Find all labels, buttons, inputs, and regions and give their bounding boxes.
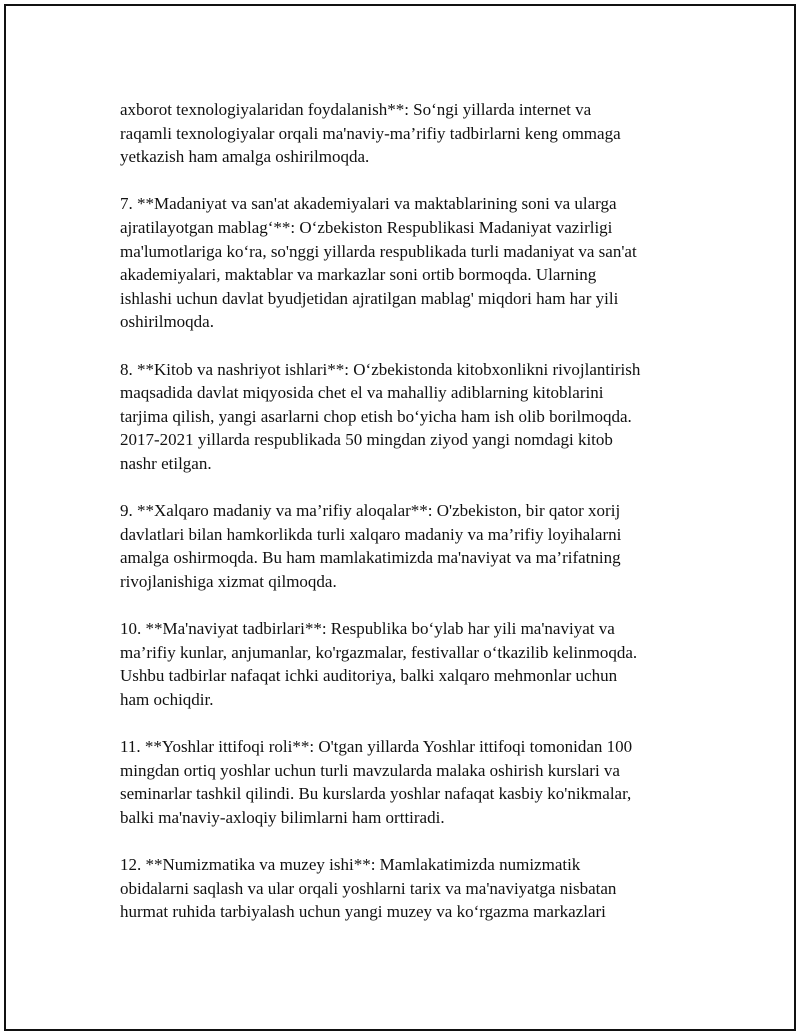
paragraph-item-8 <box>120 358 700 476</box>
paragraph-item-10 <box>120 617 700 711</box>
text-line: 11. **Yoshlar ittifoqi roli**: O'tgan yillarda Yoshlar ittifoqi tomonidan 100 <box>120 737 633 757</box>
paragraph-item-9 <box>120 499 700 593</box>
text-line: Ushbu tadbirlar nafaqat ichki auditoriya, balki xalqaro mehmonlar uchun <box>120 666 618 686</box>
page-frame <box>4 4 796 1031</box>
text-line: 2017-2021 yillarda respublikada 50 mingdan ziyod yangi nomdagi kitob <box>120 430 613 450</box>
paragraph-item-7 <box>120 192 700 334</box>
document-body <box>120 98 700 947</box>
text-line: ma'lumotlariga ko‘ra, so'nggi yillarda respublikada turli madaniyat va san'at <box>120 241 637 261</box>
text-line: rivojlanishiga xizmat qilmoqda. <box>120 571 337 591</box>
text-line: hurmat ruhida tarbiyalash uchun yangi muzey va ko‘rgazma markazlari <box>120 902 606 922</box>
paragraph-item-12 <box>120 853 700 924</box>
text-line: 8. **Kitob va nashriyot ishlari**: O‘zbekistonda kitobxonlikni rivojlantirish <box>120 359 641 379</box>
text-line: nashr etilgan. <box>120 453 212 473</box>
text-line: balki ma'naviy-axloqiy bilimlarni ham orttiradi. <box>120 807 445 827</box>
text-line: 9. **Xalqaro madaniy va ma’rifiy aloqalar**: O'zbekiston, bir qator xorij <box>120 501 621 521</box>
text-line: ishlashi uchun davlat byudjetidan ajratilgan mablag' miqdori ham har yili <box>120 288 619 308</box>
paragraph-continuation <box>120 98 700 169</box>
text-line: 10. **Ma'naviyat tadbirlari**: Respublika bo‘ylab har yili ma'naviyat va <box>120 619 615 639</box>
text-line: 12. **Numizmatika va muzey ishi**: Mamlakatimizda numizmatik <box>120 855 581 874</box>
text-line: yetkazish ham amalga oshirilmoqda. <box>120 147 370 167</box>
text-line: amalga oshirmoqda. Bu ham mamlakatimizda ma'naviyat va ma’rifatning <box>120 548 621 568</box>
text-line: tarjima qilish, yangi asarlarni chop etish bo‘yicha ham ish olib borilmoqda. <box>120 406 632 426</box>
text-line: maqsadida davlat miqyosida chet el va mahalliy adiblarning kitoblarini <box>120 383 604 403</box>
text-line: ma’rifiy kunlar, anjumanlar, ko'rgazmalar, festivallar o‘tkazilib kelinmoqda. <box>120 642 638 662</box>
text-line: obidalarni saqlash va ular orqali yoshlarni tarix va ma'naviyatga nisbatan <box>120 878 617 898</box>
text-line: raqamli texnologiyalar orqali ma'naviy-ma’rifiy tadbirlarni keng ommaga <box>120 123 621 143</box>
paragraph-item-11 <box>120 735 700 829</box>
text-line: oshirilmoqda. <box>120 312 214 332</box>
text-line: akademiyalari, maktablar va markazlar soni ortib bormoqda. Ularning <box>120 265 597 285</box>
text-line: mingdan ortiq yoshlar uchun turli mavzularda malaka oshirish kurslari va <box>120 760 620 780</box>
text-line: ajratilayotgan mablag‘**: O‘zbekiston Respublikasi Madaniyat vazirligi <box>120 217 613 237</box>
text-line: ham ochiqdir. <box>120 689 214 709</box>
text-line: seminarlar tashkil qilindi. Bu kurslarda yoshlar nafaqat kasbiy ko'nikmalar, <box>120 784 632 804</box>
text-line: 7. **Madaniyat va san'at akademiyalari va maktablarining soni va ularga <box>120 194 617 214</box>
text-line: davlatlari bilan hamkorlikda turli xalqaro madaniy va ma’rifiy loyihalarni <box>120 524 622 544</box>
text-line: axborot texnologiyalaridan foydalanish**: So‘ngi yillarda internet va <box>120 100 592 119</box>
